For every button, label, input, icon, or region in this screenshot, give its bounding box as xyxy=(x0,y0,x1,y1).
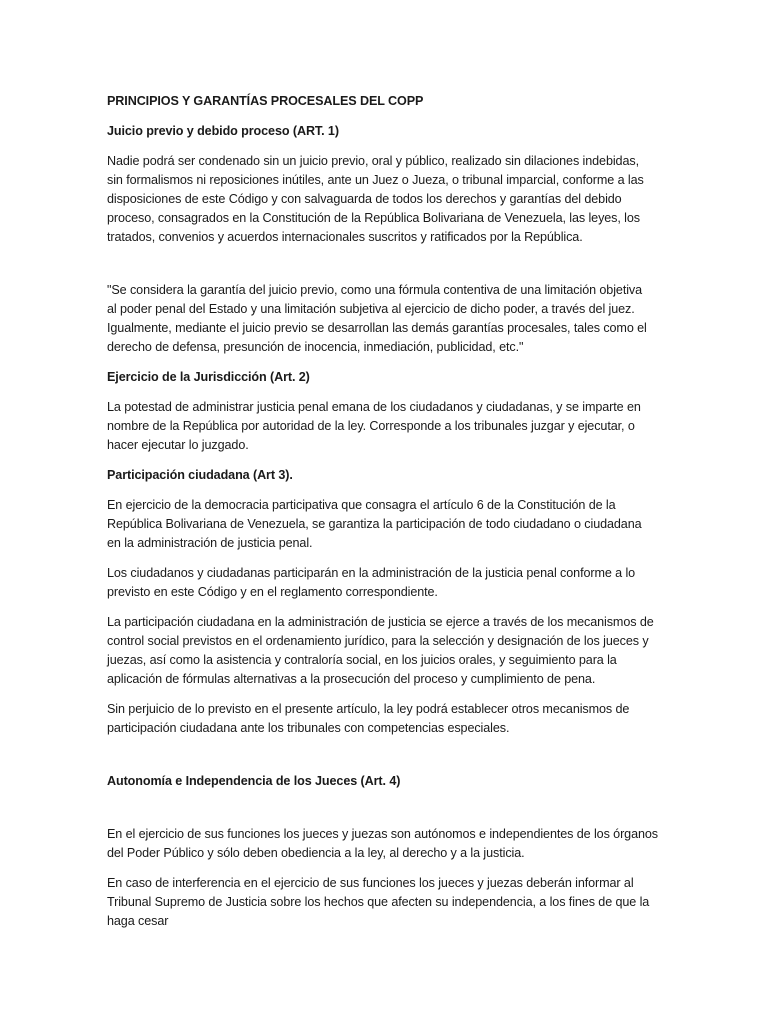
text-line: participación ciudadana ante los tribunales con competencias especiales. xyxy=(107,721,510,735)
text-line: Igualmente, mediante el juicio previo se desarrollan las demás garantías procesales, tales como el xyxy=(107,321,647,335)
text-line: "Se considera la garantía del juicio previo, como una fórmula contentiva de una limitación objetiva xyxy=(107,283,643,297)
text-line: hacer ejecutar lo juzgado. xyxy=(107,438,249,452)
text-line: disposiciones de este Código y con salvaguarda de todos los derechos y garantías del debido xyxy=(107,192,622,206)
text-line: En el ejercicio de sus funciones los jueces y juezas son autónomos e independientes de los órganos xyxy=(107,827,658,841)
text-line: Nadie podrá ser condenado sin un juicio previo, oral y público, realizado sin dilaciones indebidas, xyxy=(107,154,639,168)
text-line: previsto en este Código y en el reglamento correspondiente. xyxy=(107,585,438,599)
text-line: Sin perjuicio de lo previsto en el presente artículo, la ley podrá establecer otros mecanismos de xyxy=(107,702,630,716)
art3-heading: Participación ciudadana (Art 3). xyxy=(107,468,293,482)
art3-paragraph-1 xyxy=(107,496,662,553)
text-line: nombre de la República por autoridad de la ley. Corresponde a los tribunales juzgar y ejecutar, o xyxy=(107,419,635,433)
text-line: La potestad de administrar justicia penal emana de los ciudadanos y ciudadanas, y se imparte en xyxy=(107,400,641,414)
art3-paragraph-2 xyxy=(107,564,662,602)
text-line: proceso, consagrados en la Constitución de la República Bolivariana de Venezuela, las leyes, los xyxy=(107,211,640,225)
text-line: del Poder Público y sólo deben obediencia a la ley, al derecho y a la justicia. xyxy=(107,846,525,860)
text-line: Los ciudadanos y ciudadanas participarán en la administración de la justicia penal conforme a lo xyxy=(107,566,636,580)
art4-heading: Autonomía e Independencia de los Jueces (Art. 4) xyxy=(107,774,401,788)
text-line: derecho de defensa, presunción de inocencia, inmediación, publicidad, etc." xyxy=(107,340,524,354)
text-line: juezas, así como la asistencia y contraloría social, en los juicios orales, y seguimiento para la xyxy=(107,653,617,667)
text-line: Tribunal Supremo de Justicia sobre los hechos que afecten su independencia, a los fines de que la xyxy=(107,895,650,909)
art1-quote xyxy=(107,281,662,357)
text-line: aplicación de fórmulas alternativas a la prosecución del proceso y cumplimiento de pena. xyxy=(107,672,596,686)
text-line: La participación ciudadana en la administración de justicia se ejerce a través de los mecanismos de xyxy=(107,615,654,629)
art4-paragraph-1 xyxy=(107,825,662,863)
art2-heading: Ejercicio de la Jurisdicción (Art. 2) xyxy=(107,370,310,384)
art3-paragraph-3 xyxy=(107,613,662,689)
text-line: sin formalismos ni reposiciones inútiles, ante un Juez o Jueza, o tribunal imparcial, conforme a las xyxy=(107,173,644,187)
text-line: control social previstos en el ordenamiento jurídico, para la selección y designación de los jueces y xyxy=(107,634,649,648)
art3-paragraph-4 xyxy=(107,700,662,738)
text-line: tratados, convenios y acuerdos internacionales suscritos y ratificados por la República. xyxy=(107,230,583,244)
art4-paragraph-2 xyxy=(107,874,662,931)
art1-paragraph xyxy=(107,152,662,247)
text-line: en la administración de justicia penal. xyxy=(107,536,313,550)
text-line: al poder penal del Estado y una limitación subjetiva al ejercicio de dicho poder, a través del juez. xyxy=(107,302,635,316)
art2-paragraph xyxy=(107,398,662,455)
document-title: PRINCIPIOS Y GARANTÍAS PROCESALES DEL COPP xyxy=(107,94,424,108)
text-line: República Bolivariana de Venezuela, se garantiza la participación de todo ciudadano o ciudadana xyxy=(107,517,642,531)
text-line: En ejercicio de la democracia participativa que consagra el artículo 6 de la Constitución de la xyxy=(107,498,616,512)
art1-heading: Juicio previo y debido proceso (ART. 1) xyxy=(107,124,339,138)
text-line: En caso de interferencia en el ejercicio de sus funciones los jueces y juezas deberán informar al xyxy=(107,876,634,890)
text-line: haga cesar xyxy=(107,914,169,928)
